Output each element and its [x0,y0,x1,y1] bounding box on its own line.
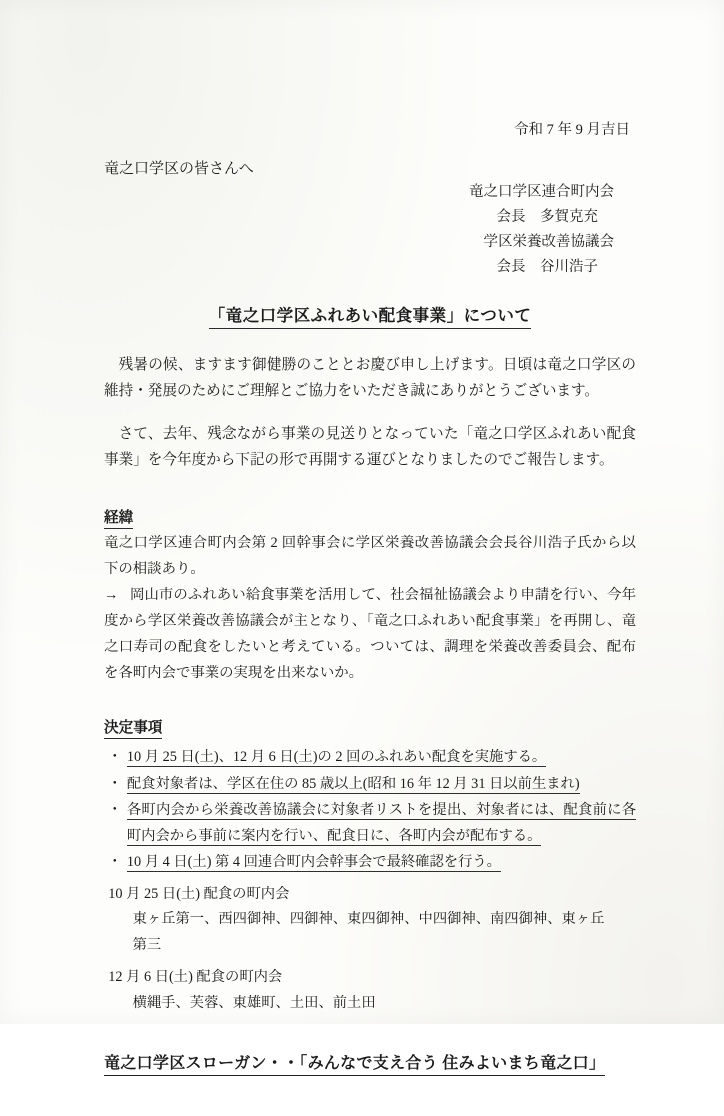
arrow-icon: → [104,586,119,603]
document-content [104,118,636,1116]
list-item [104,798,636,849]
paragraph-purpose: さて、去年、残念ながら事業の見送りとなっていた「竜之口学区ふれあい配食事業」を今年度から下記の形で再開する運びとなりましたのでご報告します。 [104,425,636,469]
delivery-group-1-line-2: 第三 [132,937,162,954]
section-decisions [104,700,636,1016]
delivery-group-1-line-1: 東ヶ丘第一、西四御神、四御神、東四御神、中四御神、南四御神、東ヶ丘 [132,911,605,928]
list-item [104,850,636,875]
delivery-group-2-line-1: 横縄手、芙蓉、東雄町、土田、前土田 [132,994,376,1011]
decision-list [104,745,636,875]
section-heading-background: 経緯 [104,506,133,529]
delivery-group-2-head: 12 月 6 日(土) 配食の町内会 [108,968,283,985]
decision-item-2: 配食対象者は、学区在住の 85 歳以上(昭和 16 年 12 月 31 日以前生まれ) [126,775,580,792]
delivery-group-2 [104,965,636,1016]
footer-space [104,1076,636,1116]
sender-name-1: 会長 多賀克充 [496,208,598,225]
document-date: 令和 7 年 9 月吉日 [514,122,630,138]
background-proposal [104,583,636,687]
decision-item-1: 10 月 25 日(土)、12 月 6 日(土)の 2 回のふれあい配食を実施する。 [126,749,547,766]
delivery-group-1-head: 10 月 25 日(土) 配食の町内会 [108,885,290,902]
list-item [104,772,636,797]
document-title-text: 「竜之口学区ふれあい配食事業」について [209,306,532,329]
section-heading-decisions: 決定事項 [104,716,162,739]
section-background [104,490,636,687]
sender-org-2: 学区栄養改善協議会 [483,233,614,250]
paragraph-greeting: 残暑の候、ますます御健勝のこととお慶び申し上げます。日頃は竜之口学区の維持・発展のためにご理解とご協力をいただき誠にありがとうございます。 [104,356,636,400]
decision-item-4: 10 月 4 日(土) 第 4 回連合町内会幹事会で最終確認を行う。 [126,854,501,871]
decision-item-3: 各町内会から栄養改善協議会に対象者リストを提出、対象者には、配食前に各町内会から事前に案内を行い、配食日に、各町内会が配布する。 [126,802,636,844]
delivery-group-1 [104,882,636,959]
sender-name-2: 会長 谷川浩子 [496,258,598,275]
background-proposal-text: 岡山市のふれあい給食事業を活用して、社会福祉協議会より申請を行い、今年度から学区栄養改善協議会が主となり、「竜之口ふれあい配食事業」を再開し、竜之口寿司の配食をしたいと考えている。ついては、調理を栄養改善委員会、配布を各町内会で事業の実現を出来ないか。 [104,586,636,681]
background-line-1: 竜之口学区連合町内会第 2 回幹事会に学区栄養改善協議会会長谷川浩子氏から以下の相談あり。 [104,534,636,577]
salutation: 竜之口学区の皆さんへ [104,161,254,177]
sender-org-1: 竜之口学区連合町内会 [469,184,614,200]
list-item [104,745,636,770]
document-title [104,302,636,326]
slogan-text: 竜之口学区スローガン・・「みんなで支え合う 住みよいまち竜之口」 [104,1050,605,1076]
sender-block [104,180,636,280]
